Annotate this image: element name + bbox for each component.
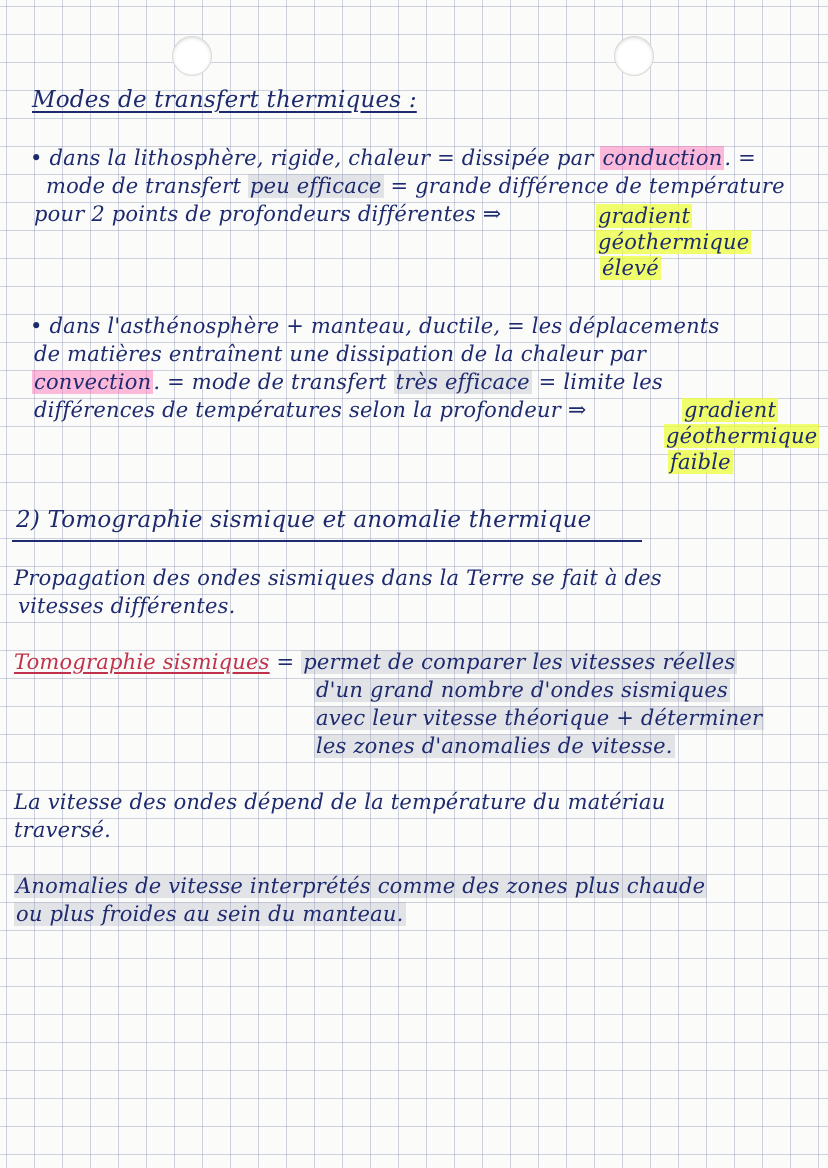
para4-line4 bbox=[314, 734, 675, 758]
para1-line2-text: mode de transfert bbox=[46, 174, 242, 198]
para1-line3-text: pour 2 points de profondeurs différentes bbox=[34, 202, 476, 226]
para4-def-line2: d'un grand nombre d'ondes sismiques bbox=[316, 678, 729, 702]
highlight-geothermal: géothermique bbox=[598, 230, 750, 254]
para4-def-line4: les zones d'anomalies de vitesse. bbox=[316, 734, 673, 758]
para5-line1: La vitesse des ondes dépend de la température du matériau bbox=[14, 790, 666, 814]
para2-line4 bbox=[34, 398, 587, 423]
para2-result-1 bbox=[682, 398, 778, 422]
para1-result-1 bbox=[596, 204, 692, 228]
punch-hole-left bbox=[172, 36, 212, 76]
highlight-high: élevé bbox=[602, 256, 659, 280]
para2-line2: de matières entraînent une dissipation de la chaleur par bbox=[34, 342, 647, 366]
para6-text-line1: Anomalies de vitesse interprétés comme des zones plus chaude bbox=[16, 874, 706, 898]
para3-line1: Propagation des ondes sismiques dans la Terre se fait à des bbox=[14, 566, 662, 590]
para2-result-2 bbox=[664, 424, 819, 448]
highlight-convection: convection bbox=[34, 370, 152, 394]
para1-line1-text: • dans la lithosphère, rigide, chaleur = dissipée par bbox=[30, 146, 594, 170]
heading-transfer-modes: Modes de transfert thermiques : bbox=[32, 87, 417, 113]
highlight-gradient-2: gradient bbox=[684, 398, 777, 422]
para4-def-line1: permet de comparer les vitesses réelles bbox=[303, 650, 736, 674]
para2-result-3 bbox=[668, 450, 733, 474]
para4-line3 bbox=[314, 706, 764, 730]
highlight-high-efficiency: très efficace bbox=[395, 370, 530, 394]
highlight-low: faible bbox=[670, 450, 731, 474]
highlight-gradient: gradient bbox=[598, 204, 691, 228]
para5-line2: traversé. bbox=[14, 818, 112, 842]
para4-def-line3: avec leur vitesse théorique + déterminer bbox=[316, 706, 763, 730]
para6-line1 bbox=[14, 874, 707, 898]
highlight-low-efficiency: peu efficace bbox=[249, 174, 382, 198]
para1-line2 bbox=[46, 174, 785, 198]
para4-line1 bbox=[14, 650, 737, 674]
para2-line3-text: . = mode de transfert bbox=[153, 370, 387, 394]
para6-line2 bbox=[14, 902, 406, 926]
implies-arrow-icon: ⇒ bbox=[567, 398, 587, 423]
para1-result-3 bbox=[600, 256, 661, 280]
highlight-geothermal-2: géothermique bbox=[666, 424, 818, 448]
para1-line1-end: . = bbox=[724, 146, 756, 170]
heading2-underline bbox=[12, 540, 642, 542]
heading-tomography: 2) Tomographie sismique et anomalie thermique bbox=[16, 507, 592, 533]
para1-line1 bbox=[30, 146, 756, 170]
para2-line4-text: différences de températures selon la profondeur bbox=[34, 398, 561, 422]
term-tomography: Tomographie sismiques bbox=[14, 650, 270, 674]
punch-hole-right bbox=[614, 36, 654, 76]
para2-line3 bbox=[32, 370, 663, 394]
para1-line2-end: = grande différence de température bbox=[390, 174, 785, 198]
implies-arrow-icon: ⇒ bbox=[482, 202, 502, 227]
para4-line2 bbox=[314, 678, 730, 702]
para1-result-2 bbox=[596, 230, 751, 254]
para2-line1: • dans l'asthénosphère + manteau, ductile, = les déplacements bbox=[30, 314, 720, 338]
para1-line3 bbox=[34, 202, 501, 227]
para2-line3-end: = limite les bbox=[538, 370, 663, 394]
para3-line2: vitesses différentes. bbox=[18, 594, 236, 618]
para6-text-line2: ou plus froides au sein du manteau. bbox=[16, 902, 404, 926]
equals-sign: = bbox=[276, 650, 295, 674]
highlight-conduction: conduction bbox=[602, 146, 723, 170]
